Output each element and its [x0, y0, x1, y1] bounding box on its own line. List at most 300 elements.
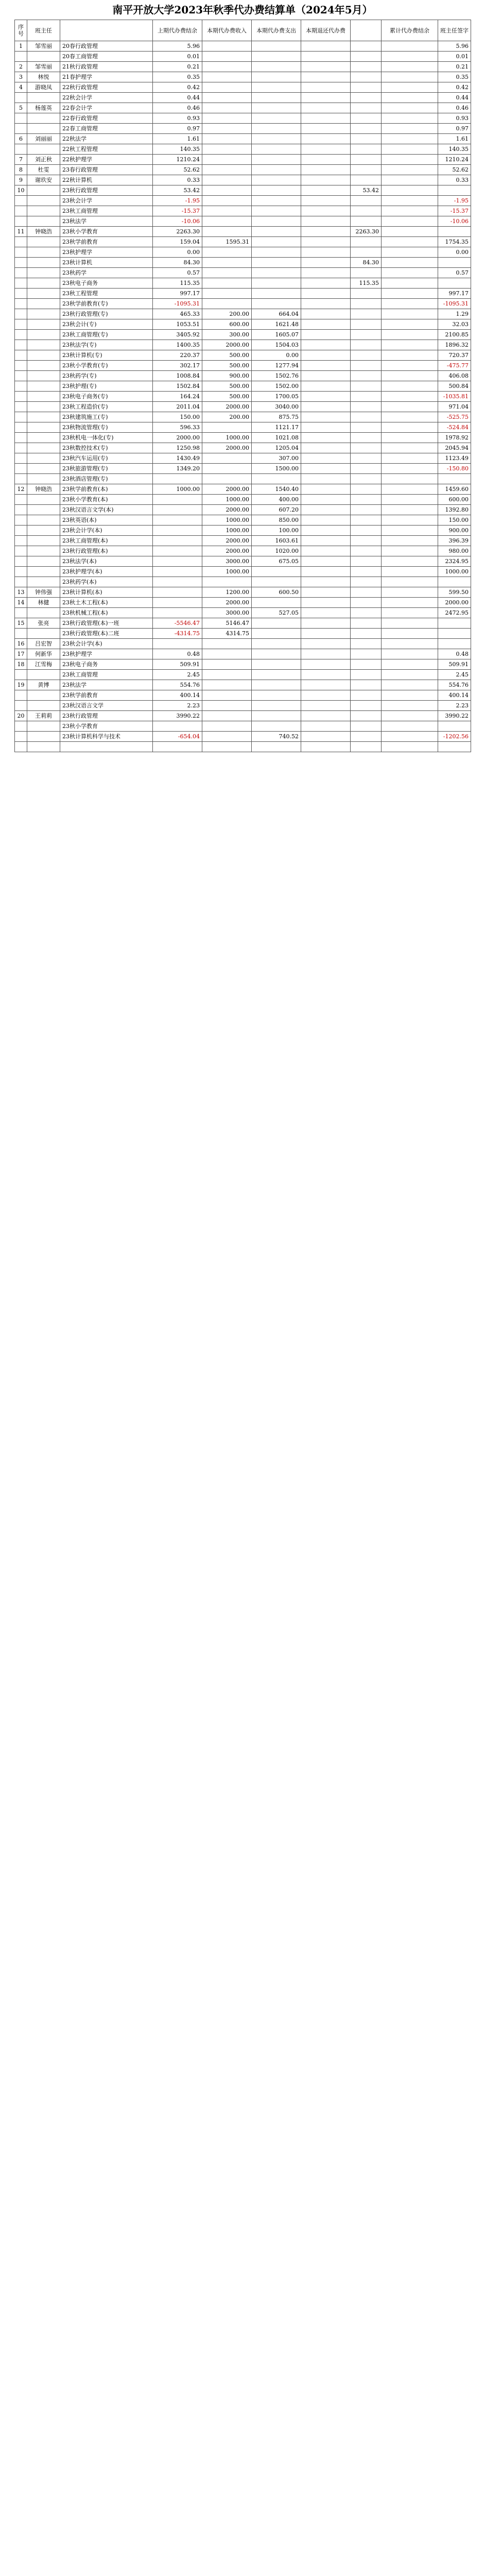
- cell-extra: [351, 464, 382, 474]
- cell-prev-balance: 220.37: [153, 350, 202, 361]
- table-row: [15, 41, 471, 52]
- table-row: [15, 649, 471, 659]
- cell-class: 23秋计算机(本): [60, 587, 153, 598]
- cell-teacher: [27, 721, 60, 732]
- cell-prev-balance: 0.93: [153, 113, 202, 124]
- cell-expense: 400.00: [252, 495, 301, 505]
- cell-cum-balance: [382, 505, 438, 515]
- cell-index: [15, 124, 27, 134]
- cell-teacher: 钟晓浩: [27, 227, 60, 237]
- cell-expense: [252, 113, 301, 124]
- table-row: [15, 567, 471, 577]
- cell-income: [202, 155, 252, 165]
- table-row: [15, 144, 471, 155]
- cell-index: 5: [15, 103, 27, 113]
- cell-income: 600.00: [202, 319, 252, 330]
- cell-refund: [301, 433, 351, 443]
- cell-cum-balance: [382, 289, 438, 299]
- cell-index: 19: [15, 680, 27, 690]
- cell-index: [15, 742, 27, 752]
- cell-index: [15, 433, 27, 443]
- col-header-index: 序号: [15, 20, 27, 41]
- cell-class: 23秋计算机: [60, 258, 153, 268]
- cell-signature: 400.14: [438, 690, 471, 701]
- cell-teacher: [27, 443, 60, 453]
- cell-extra: [351, 72, 382, 82]
- cell-signature: 1459.60: [438, 484, 471, 495]
- table-row: [15, 608, 471, 618]
- cell-prev-balance: 1210.24: [153, 155, 202, 165]
- cell-class: 23秋工商管理: [60, 206, 153, 216]
- cell-expense: 1700.05: [252, 392, 301, 402]
- cell-prev-balance: 115.35: [153, 278, 202, 289]
- table-row: [15, 701, 471, 711]
- cell-expense: [252, 474, 301, 484]
- cell-cum-balance: [382, 464, 438, 474]
- cell-refund: [301, 309, 351, 319]
- cell-prev-balance: 150.00: [153, 412, 202, 422]
- cell-prev-balance: 1000.00: [153, 484, 202, 495]
- table-row: [15, 289, 471, 299]
- cell-prev-balance: [153, 474, 202, 484]
- cell-class: 23秋小学教育(专): [60, 361, 153, 371]
- cell-expense: 527.05: [252, 608, 301, 618]
- cell-refund: [301, 124, 351, 134]
- cell-cum-balance: [382, 392, 438, 402]
- cell-prev-balance: 0.97: [153, 124, 202, 134]
- cell-index: [15, 721, 27, 732]
- cell-extra: [351, 299, 382, 309]
- cell-expense: [252, 103, 301, 113]
- cell-class: 23秋会计学(本): [60, 526, 153, 536]
- cell-signature: 0.21: [438, 62, 471, 72]
- cell-prev-balance: 84.30: [153, 258, 202, 268]
- cell-cum-balance: [382, 639, 438, 649]
- table-row: [15, 196, 471, 206]
- cell-extra: [351, 711, 382, 721]
- cell-class: 22春会计学: [60, 103, 153, 113]
- cell-class: 23秋物流管理(专): [60, 422, 153, 433]
- cell-expense: [252, 227, 301, 237]
- cell-index: [15, 371, 27, 381]
- cell-expense: [252, 711, 301, 721]
- cell-teacher: [27, 505, 60, 515]
- table-row: [15, 278, 471, 289]
- cell-index: [15, 330, 27, 340]
- cell-index: [15, 505, 27, 515]
- cell-income: [202, 577, 252, 587]
- table-row: [15, 422, 471, 433]
- cell-index: [15, 216, 27, 227]
- cell-prev-balance: 997.17: [153, 289, 202, 299]
- table-body: [15, 41, 471, 752]
- cell-extra: [351, 732, 382, 742]
- cell-signature: -1.95: [438, 196, 471, 206]
- cell-expense: [252, 567, 301, 577]
- cell-extra: [351, 196, 382, 206]
- cell-signature: 150.00: [438, 515, 471, 526]
- cell-income: [202, 742, 252, 752]
- cell-income: 500.00: [202, 381, 252, 392]
- cell-income: [202, 41, 252, 52]
- cell-cum-balance: [382, 319, 438, 330]
- cell-class: [60, 742, 153, 752]
- table-row: [15, 72, 471, 82]
- cell-income: [202, 93, 252, 103]
- cell-expense: 3040.00: [252, 402, 301, 412]
- cell-extra: 84.30: [351, 258, 382, 268]
- cell-income: [202, 196, 252, 206]
- cell-expense: 1205.04: [252, 443, 301, 453]
- cell-expense: 600.50: [252, 587, 301, 598]
- cell-teacher: 刘丽丽: [27, 134, 60, 144]
- cell-expense: [252, 93, 301, 103]
- cell-refund: [301, 165, 351, 175]
- cell-income: 1200.00: [202, 587, 252, 598]
- table-row: [15, 361, 471, 371]
- cell-class: 22秋行政管理: [60, 82, 153, 93]
- table-row: [15, 536, 471, 546]
- cell-refund: [301, 474, 351, 484]
- table-row: [15, 598, 471, 608]
- table-row: [15, 134, 471, 144]
- cell-cum-balance: [382, 453, 438, 464]
- cell-income: 900.00: [202, 371, 252, 381]
- cell-cum-balance: [382, 732, 438, 742]
- cell-refund: [301, 443, 351, 453]
- cell-prev-balance: 164.24: [153, 392, 202, 402]
- cell-prev-balance: 509.91: [153, 659, 202, 670]
- cell-class: 23秋工程造价(专): [60, 402, 153, 412]
- cell-signature: 997.17: [438, 289, 471, 299]
- cell-expense: [252, 62, 301, 72]
- cell-extra: [351, 52, 382, 62]
- cell-refund: [301, 701, 351, 711]
- cell-teacher: [27, 340, 60, 350]
- cell-signature: 900.00: [438, 526, 471, 536]
- cell-signature: 1000.00: [438, 567, 471, 577]
- table-row: [15, 587, 471, 598]
- cell-signature: 0.44: [438, 93, 471, 103]
- cell-prev-balance: 400.14: [153, 690, 202, 701]
- cell-prev-balance: 0.42: [153, 82, 202, 93]
- cell-index: 16: [15, 639, 27, 649]
- table-row: [15, 629, 471, 639]
- cell-cum-balance: [382, 72, 438, 82]
- cell-teacher: 何新华: [27, 649, 60, 659]
- cell-class: 23秋药学(专): [60, 371, 153, 381]
- table-row: [15, 93, 471, 103]
- cell-cum-balance: [382, 196, 438, 206]
- cell-cum-balance: [382, 247, 438, 258]
- cell-extra: [351, 371, 382, 381]
- cell-expense: 1021.08: [252, 433, 301, 443]
- cell-income: [202, 690, 252, 701]
- cell-extra: [351, 381, 382, 392]
- cell-teacher: [27, 556, 60, 567]
- cell-income: 2000.00: [202, 598, 252, 608]
- cell-prev-balance: [153, 505, 202, 515]
- cell-signature: 0.01: [438, 52, 471, 62]
- cell-cum-balance: [382, 742, 438, 752]
- cell-prev-balance: 1008.84: [153, 371, 202, 381]
- cell-class: 23秋土木工程(本): [60, 598, 153, 608]
- cell-expense: 1020.00: [252, 546, 301, 556]
- cell-prev-balance: 1.61: [153, 134, 202, 144]
- cell-income: [202, 134, 252, 144]
- cell-income: 1000.00: [202, 495, 252, 505]
- cell-extra: [351, 526, 382, 536]
- cell-index: 15: [15, 618, 27, 629]
- table-row: [15, 392, 471, 402]
- cell-index: 13: [15, 587, 27, 598]
- cell-expense: [252, 670, 301, 680]
- cell-cum-balance: [382, 361, 438, 371]
- table-row: [15, 742, 471, 752]
- cell-signature: 1896.32: [438, 340, 471, 350]
- cell-income: 2000.00: [202, 546, 252, 556]
- cell-teacher: [27, 577, 60, 587]
- cell-index: [15, 278, 27, 289]
- cell-expense: 307.00: [252, 453, 301, 464]
- cell-expense: [252, 721, 301, 732]
- cell-signature: 5.96: [438, 41, 471, 52]
- cell-class: 23秋行政管理(本)二班: [60, 629, 153, 639]
- cell-index: [15, 453, 27, 464]
- cell-teacher: [27, 402, 60, 412]
- cell-index: [15, 93, 27, 103]
- cell-prev-balance: 140.35: [153, 144, 202, 155]
- cell-teacher: [27, 608, 60, 618]
- table-row: [15, 433, 471, 443]
- cell-prev-balance: 0.21: [153, 62, 202, 72]
- cell-refund: [301, 93, 351, 103]
- cell-teacher: 钟晓浩: [27, 484, 60, 495]
- cell-prev-balance: 0.44: [153, 93, 202, 103]
- cell-index: 3: [15, 72, 27, 82]
- cell-income: [202, 62, 252, 72]
- cell-teacher: [27, 495, 60, 505]
- table-row: [15, 82, 471, 93]
- cell-prev-balance: [153, 639, 202, 649]
- cell-prev-balance: 0.01: [153, 52, 202, 62]
- cell-refund: [301, 659, 351, 670]
- cell-index: [15, 350, 27, 361]
- cell-signature: -150.80: [438, 464, 471, 474]
- cell-index: 12: [15, 484, 27, 495]
- cell-income: [202, 670, 252, 680]
- cell-index: [15, 361, 27, 371]
- table-row: [15, 216, 471, 227]
- cell-cum-balance: [382, 629, 438, 639]
- cell-signature: -10.06: [438, 216, 471, 227]
- cell-signature: 1.29: [438, 309, 471, 319]
- cell-extra: [351, 206, 382, 216]
- table-row: [15, 227, 471, 237]
- cell-cum-balance: [382, 701, 438, 711]
- cell-refund: [301, 742, 351, 752]
- cell-income: [202, 258, 252, 268]
- cell-income: 500.00: [202, 361, 252, 371]
- cell-class: 22秋护理学: [60, 155, 153, 165]
- cell-cum-balance: [382, 134, 438, 144]
- cell-teacher: [27, 247, 60, 258]
- col-header-income: 本期代办费收入: [202, 20, 252, 41]
- cell-class: 23秋工商管理: [60, 670, 153, 680]
- cell-prev-balance: 596.33: [153, 422, 202, 433]
- cell-income: [202, 52, 252, 62]
- cell-cum-balance: [382, 484, 438, 495]
- cell-prev-balance: [153, 577, 202, 587]
- table-row: [15, 206, 471, 216]
- table-row: [15, 515, 471, 526]
- cell-extra: [351, 690, 382, 701]
- cell-teacher: [27, 536, 60, 546]
- cell-extra: [351, 144, 382, 155]
- cell-extra: [351, 608, 382, 618]
- cell-expense: 1277.94: [252, 361, 301, 371]
- cell-teacher: 张亮: [27, 618, 60, 629]
- cell-index: 2: [15, 62, 27, 72]
- cell-teacher: [27, 299, 60, 309]
- cell-refund: [301, 598, 351, 608]
- cell-cum-balance: [382, 62, 438, 72]
- cell-index: [15, 536, 27, 546]
- cell-class: 23秋小学教育: [60, 721, 153, 732]
- cell-teacher: [27, 474, 60, 484]
- cell-cum-balance: [382, 443, 438, 453]
- cell-refund: [301, 247, 351, 258]
- cell-income: 2000.00: [202, 505, 252, 515]
- cell-teacher: [27, 319, 60, 330]
- cell-expense: [252, 175, 301, 185]
- cell-refund: [301, 639, 351, 649]
- cell-class: 23秋工商管理(专): [60, 330, 153, 340]
- cell-cum-balance: [382, 103, 438, 113]
- cell-cum-balance: [382, 680, 438, 690]
- cell-expense: 1605.07: [252, 330, 301, 340]
- table-row: [15, 258, 471, 268]
- cell-teacher: [27, 412, 60, 422]
- cell-prev-balance: 3990.22: [153, 711, 202, 721]
- table-row: [15, 495, 471, 505]
- cell-cum-balance: [382, 340, 438, 350]
- cell-index: [15, 340, 27, 350]
- cell-refund: [301, 72, 351, 82]
- cell-refund: [301, 721, 351, 732]
- cell-cum-balance: [382, 268, 438, 278]
- cell-income: 200.00: [202, 309, 252, 319]
- cell-refund: [301, 350, 351, 361]
- cell-index: [15, 515, 27, 526]
- cell-extra: [351, 340, 382, 350]
- cell-extra: [351, 330, 382, 340]
- cell-index: [15, 196, 27, 206]
- cell-cum-balance: [382, 113, 438, 124]
- cell-refund: [301, 361, 351, 371]
- table-row: [15, 237, 471, 247]
- cell-refund: [301, 556, 351, 567]
- cell-refund: [301, 82, 351, 93]
- cell-prev-balance: [153, 536, 202, 546]
- cell-prev-balance: 554.76: [153, 680, 202, 690]
- cell-refund: [301, 484, 351, 495]
- cell-signature: 720.37: [438, 350, 471, 361]
- cell-cum-balance: [382, 144, 438, 155]
- table-row: [15, 618, 471, 629]
- table-row: [15, 690, 471, 701]
- settlement-table: [14, 20, 471, 752]
- cell-cum-balance: [382, 175, 438, 185]
- cell-extra: [351, 618, 382, 629]
- cell-prev-balance: -4314.75: [153, 629, 202, 639]
- cell-refund: [301, 618, 351, 629]
- cell-extra: [351, 124, 382, 134]
- cell-index: [15, 526, 27, 536]
- cell-refund: [301, 299, 351, 309]
- cell-prev-balance: [153, 567, 202, 577]
- cell-extra: [351, 113, 382, 124]
- cell-index: [15, 701, 27, 711]
- table-row: [15, 556, 471, 567]
- table-row: [15, 309, 471, 319]
- cell-teacher: [27, 185, 60, 196]
- cell-index: [15, 546, 27, 556]
- cell-income: [202, 124, 252, 134]
- cell-signature: -1202.56: [438, 732, 471, 742]
- cell-signature: [438, 629, 471, 639]
- cell-refund: [301, 41, 351, 52]
- cell-income: [202, 165, 252, 175]
- cell-signature: [438, 278, 471, 289]
- cell-refund: [301, 258, 351, 268]
- cell-prev-balance: [153, 515, 202, 526]
- cell-expense: [252, 41, 301, 52]
- cell-expense: 1502.00: [252, 381, 301, 392]
- cell-extra: [351, 453, 382, 464]
- cell-extra: [351, 155, 382, 165]
- table-row: [15, 453, 471, 464]
- cell-income: 2000.00: [202, 536, 252, 546]
- cell-refund: [301, 402, 351, 412]
- cell-cum-balance: [382, 495, 438, 505]
- cell-income: [202, 453, 252, 464]
- cell-refund: [301, 206, 351, 216]
- cell-class: 23秋汉语言文学(本): [60, 505, 153, 515]
- cell-class: 23秋会计学: [60, 196, 153, 206]
- cell-expense: [252, 680, 301, 690]
- cell-teacher: [27, 258, 60, 268]
- cell-signature: -15.37: [438, 206, 471, 216]
- cell-extra: [351, 680, 382, 690]
- cell-index: [15, 690, 27, 701]
- cell-teacher: 吕宏智: [27, 639, 60, 649]
- cell-extra: [351, 598, 382, 608]
- cell-expense: [252, 629, 301, 639]
- cell-extra: [351, 216, 382, 227]
- cell-expense: 607.20: [252, 505, 301, 515]
- cell-expense: 740.52: [252, 732, 301, 742]
- cell-cum-balance: [382, 670, 438, 680]
- cell-prev-balance: [153, 495, 202, 505]
- cell-refund: [301, 340, 351, 350]
- cell-refund: [301, 670, 351, 680]
- table-row: [15, 659, 471, 670]
- cell-signature: 2100.85: [438, 330, 471, 340]
- cell-cum-balance: [382, 536, 438, 546]
- cell-refund: [301, 649, 351, 659]
- cell-prev-balance: [153, 598, 202, 608]
